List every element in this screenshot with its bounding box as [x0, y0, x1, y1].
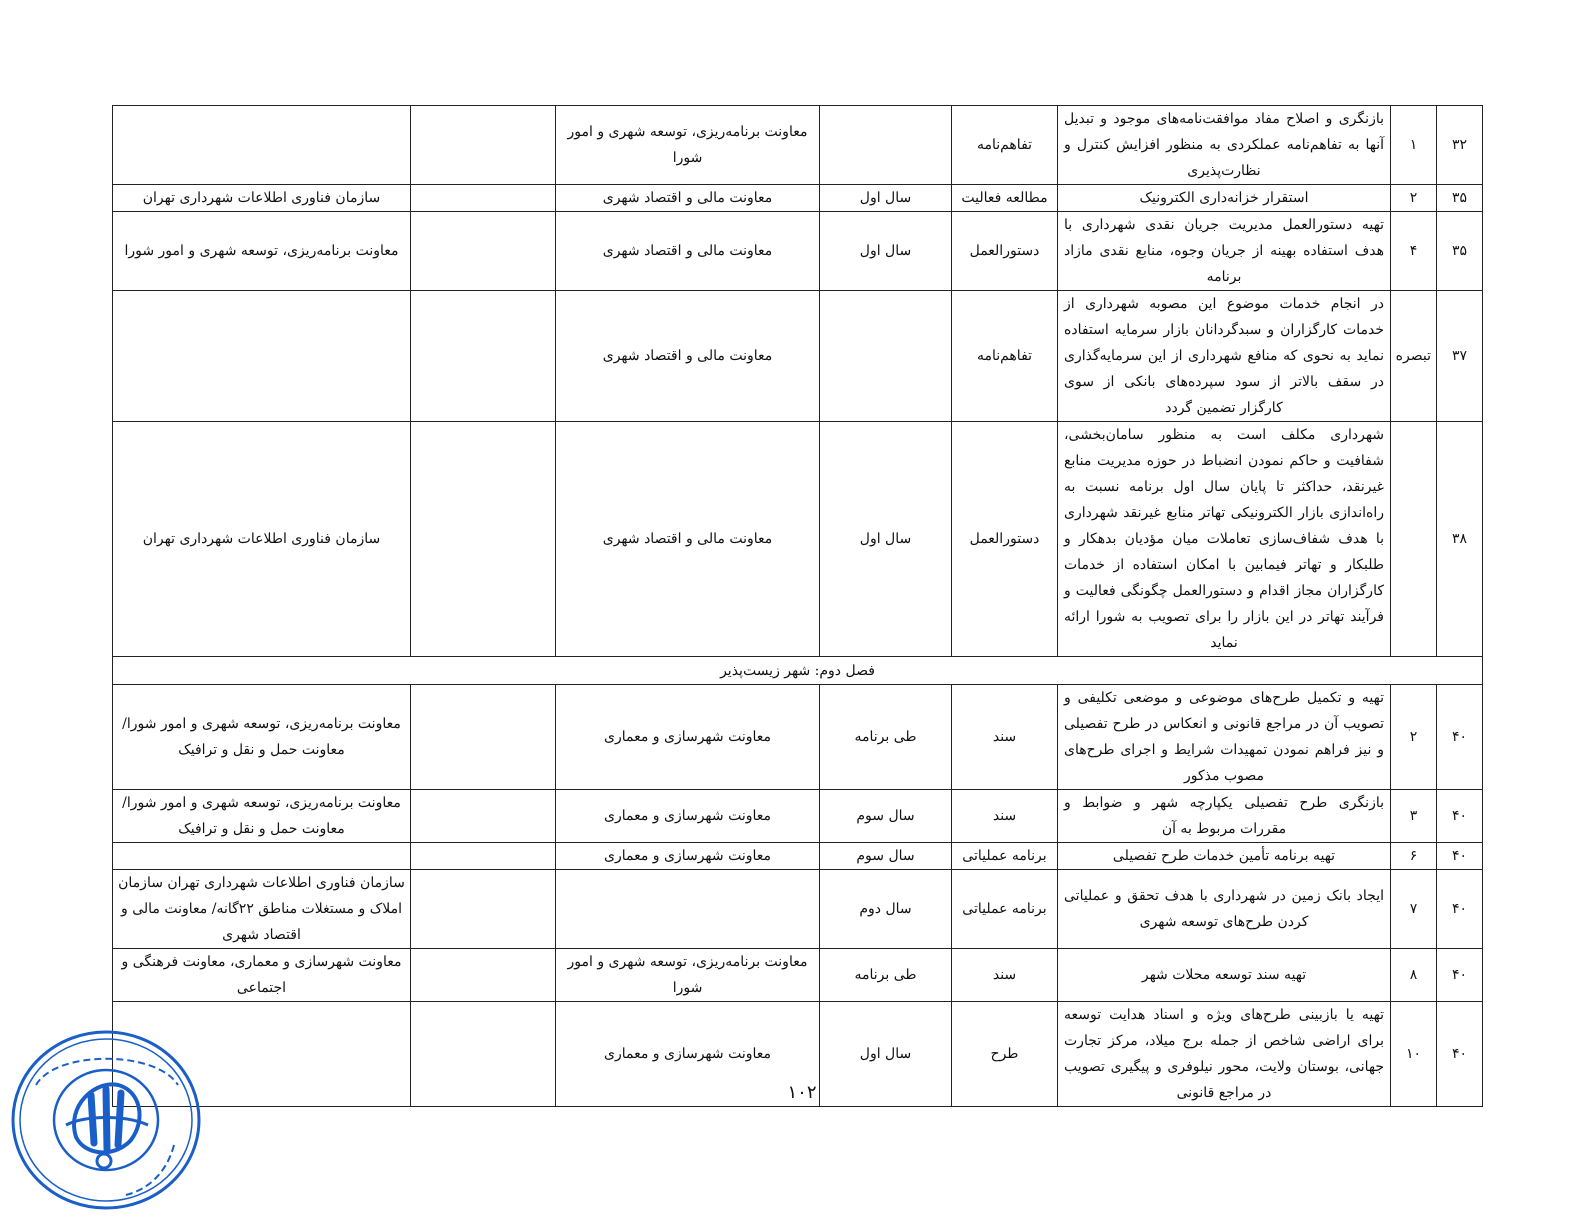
output-cell: برنامه عملیاتی [952, 870, 1058, 949]
partner-cell [113, 106, 411, 185]
article-cell: ۳۵ [1437, 185, 1483, 212]
clause-cell: ۶ [1391, 843, 1437, 870]
partner-cell: سازمان فناوری اطلاعات شهرداری تهران [113, 185, 411, 212]
clause-cell: ۲ [1391, 685, 1437, 790]
article-cell: ۳۷ [1437, 291, 1483, 422]
clause-cell: تبصره [1391, 291, 1437, 422]
clause-cell: ۸ [1391, 949, 1437, 1002]
description-cell: تهیه یا بازبینی طرح‌های ویژه و اسناد هدایت توسعه برای اراضی شاخص از جمله برج میلاد، مرکز تجارت جهانی، بوستان ولایت، محور نیلوفری و پیگیری تصویب در مراجع قانونی [1058, 1002, 1391, 1107]
responsible-cell [556, 870, 820, 949]
collaborator-cell [411, 843, 556, 870]
partner-cell: سازمان فناوری اطلاعات شهرداری تهران [113, 422, 411, 657]
article-cell: ۳۸ [1437, 422, 1483, 657]
output-cell: طرح [952, 1002, 1058, 1107]
description-cell: تهیه سند توسعه محلات شهر [1058, 949, 1391, 1002]
collaborator-cell [411, 685, 556, 790]
responsible-cell: معاونت مالی و اقتصاد شهری [556, 212, 820, 291]
clause-cell: ۱ [1391, 106, 1437, 185]
council-seal-icon [6, 1025, 206, 1215]
description-cell: استقرار خزانه‌داری الکترونیک [1058, 185, 1391, 212]
table-row [113, 949, 1483, 1002]
collaborator-cell [411, 949, 556, 1002]
partner-cell: معاونت شهرسازی و معماری، معاونت فرهنگی و اجتماعی [113, 949, 411, 1002]
article-cell: ۴۰ [1437, 870, 1483, 949]
output-cell: دستورالعمل [952, 422, 1058, 657]
description-cell: شهرداری مکلف است به منظور سامان‌بخشی، شفافیت و حاکم نمودن انضباط در حوزه مدیریت منابع غیرنقد، حداکثر تا پایان سال اول برنامه نسبت به راه‌اندازی بازار الکترونیکی تهاتر منابع غیرنقد شهرداری با هدف شفاف‌سازی تعاملات میان مؤدیان بدهکار و طلبکار و تهاتر فیمابین با امکان استفاده از خدمات کارگزاران مجاز اقدام و دستورالعمل چگونگی فعالیت و فرآیند تهاتر در این بازار را برای تصویب به شورا ارائه نماید [1058, 422, 1391, 657]
collaborator-cell [411, 870, 556, 949]
article-cell: ۴۰ [1437, 949, 1483, 1002]
collaborator-cell [411, 422, 556, 657]
partner-cell [113, 843, 411, 870]
output-cell: سند [952, 685, 1058, 790]
clause-cell: ۲ [1391, 185, 1437, 212]
timeline-cell: سال اول [820, 185, 952, 212]
description-cell: تهیه برنامه تأمین خدمات طرح تفصیلی [1058, 843, 1391, 870]
table-body-part-1 [113, 106, 1483, 657]
collaborator-cell [411, 1002, 556, 1107]
collaborator-cell [411, 291, 556, 422]
output-cell: دستورالعمل [952, 212, 1058, 291]
description-cell: در انجام خدمات موضوع این مصوبه شهرداری از خدمات کارگزاران و سبدگردانان بازار سرمایه استفاده نماید به نحوی که منافع شهرداری از این سرمایه‌گذاری در سقف بالاتر از سود سپرده‌های بانکی از سوی کارگزار تضمین گردد [1058, 291, 1391, 422]
description-cell: بازنگری و اصلاح مفاد موافقت‌نامه‌های موجود و تبدیل آنها به تفاهم‌نامه عملکردی به منظور افزایش کنترل و نظارت‌پذیری [1058, 106, 1391, 185]
output-cell: سند [952, 949, 1058, 1002]
article-cell: ۴۰ [1437, 1002, 1483, 1107]
responsible-cell: معاونت مالی و اقتصاد شهری [556, 422, 820, 657]
responsible-cell: معاونت برنامه‌ریزی، توسعه شهری و امور شورا [556, 949, 820, 1002]
clause-cell: ۷ [1391, 870, 1437, 949]
output-cell: تفاهم‌نامه [952, 291, 1058, 422]
article-cell: ۳۵ [1437, 212, 1483, 291]
timeline-cell: سال سوم [820, 790, 952, 843]
partner-cell: معاونت برنامه‌ریزی، توسعه شهری و امور شورا/ معاونت حمل و نقل و ترافیک [113, 790, 411, 843]
partner-cell: سازمان فناوری اطلاعات شهرداری تهران سازمان املاک و مستغلات مناطق ۲۲گانه/ معاونت مالی و اقتصاد شهری [113, 870, 411, 949]
table-row [113, 185, 1483, 212]
output-cell: مطالعه فعالیت [952, 185, 1058, 212]
description-cell: بازنگری طرح تفصیلی یکپارچه شهر و ضوابط و مقررات مربوط به آن [1058, 790, 1391, 843]
timeline-cell: طی برنامه [820, 685, 952, 790]
output-cell: برنامه عملیاتی [952, 843, 1058, 870]
table-row [113, 870, 1483, 949]
clause-cell: ۴ [1391, 212, 1437, 291]
article-cell: ۳۲ [1437, 106, 1483, 185]
description-cell: تهیه و تکمیل طرح‌های موضوعی و موضعی تکلیفی و تصویب آن در مراجع قانونی و انعکاس در طرح تفصیلی و نیز فراهم نمودن تمهیدات شرایط و اجرای طرح‌های مصوب مذکور [1058, 685, 1391, 790]
collaborator-cell [411, 790, 556, 843]
section-row [113, 657, 1483, 685]
article-cell: ۴۰ [1437, 843, 1483, 870]
responsible-cell: معاونت مالی و اقتصاد شهری [556, 185, 820, 212]
table-row [113, 790, 1483, 843]
timeline-cell [820, 291, 952, 422]
table-row [113, 422, 1483, 657]
table-row [113, 106, 1483, 185]
page-number: ۱۰۲ [787, 1082, 817, 1103]
responsible-cell: معاونت شهرسازی و معماری [556, 843, 820, 870]
timeline-cell: طی برنامه [820, 949, 952, 1002]
responsible-cell: معاونت شهرسازی و معماری [556, 1002, 820, 1107]
program-table [112, 105, 1483, 1107]
collaborator-cell [411, 185, 556, 212]
description-cell: تهیه دستورالعمل مدیریت جریان نقدی شهرداری با هدف استفاده بهینه از جریان وجوه، منابع نقدی مازاد برنامه [1058, 212, 1391, 291]
article-cell: ۴۰ [1437, 790, 1483, 843]
clause-cell: ۱۰ [1391, 1002, 1437, 1107]
section-row-group [113, 657, 1483, 685]
output-cell: سند [952, 790, 1058, 843]
article-cell: ۴۰ [1437, 685, 1483, 790]
table-body-part-2 [113, 685, 1483, 1107]
partner-cell [113, 291, 411, 422]
collaborator-cell [411, 106, 556, 185]
table-row [113, 212, 1483, 291]
partner-cell: معاونت برنامه‌ریزی، توسعه شهری و امور شورا [113, 212, 411, 291]
responsible-cell: معاونت برنامه‌ریزی، توسعه شهری و امور شورا [556, 106, 820, 185]
output-cell: تفاهم‌نامه [952, 106, 1058, 185]
table-row [113, 843, 1483, 870]
timeline-cell [820, 106, 952, 185]
section-title: فصل دوم: شهر زیست‌پذیر [113, 657, 1483, 685]
timeline-cell: سال دوم [820, 870, 952, 949]
responsible-cell: معاونت مالی و اقتصاد شهری [556, 291, 820, 422]
clause-cell [1391, 422, 1437, 657]
responsible-cell: معاونت شهرسازی و معماری [556, 685, 820, 790]
timeline-cell: سال سوم [820, 843, 952, 870]
responsible-cell: معاونت شهرسازی و معماری [556, 790, 820, 843]
table-row [113, 291, 1483, 422]
timeline-cell: سال اول [820, 422, 952, 657]
partner-cell: معاونت برنامه‌ریزی، توسعه شهری و امور شورا/ معاونت حمل و نقل و ترافیک [113, 685, 411, 790]
timeline-cell: سال اول [820, 212, 952, 291]
table-row [113, 685, 1483, 790]
description-cell: ایجاد بانک زمین در شهرداری با هدف تحقق و عملیاتی کردن طرح‌های توسعه شهری [1058, 870, 1391, 949]
timeline-cell: سال اول [820, 1002, 952, 1107]
clause-cell: ۳ [1391, 790, 1437, 843]
collaborator-cell [411, 212, 556, 291]
